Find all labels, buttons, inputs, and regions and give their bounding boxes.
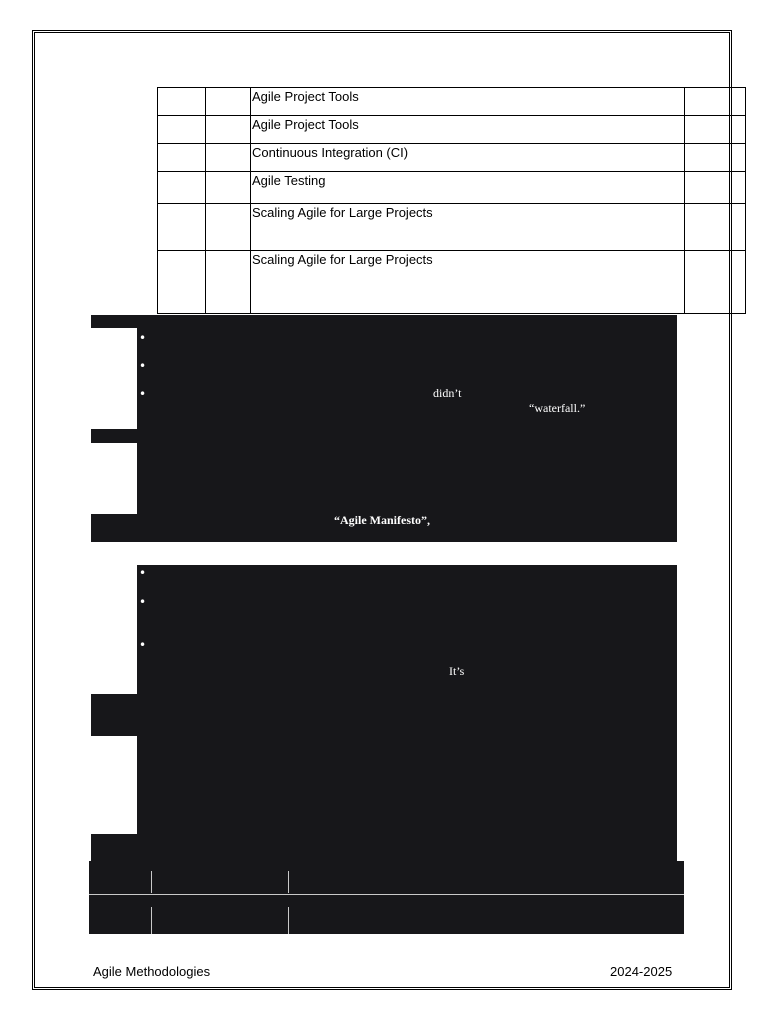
toc-cell-number <box>158 172 206 204</box>
toc-row <box>158 204 746 251</box>
toc-cell-number <box>158 88 206 116</box>
toc-cell-title: Agile Project Tools <box>251 116 685 144</box>
toc-cell-index <box>206 88 251 116</box>
toc-cell-page <box>685 204 746 251</box>
bullet-icon: • <box>139 595 147 609</box>
toc-table <box>157 87 746 314</box>
toc-cell-title: Scaling Agile for Large Projects <box>251 204 685 251</box>
bullet-icon: • <box>139 331 147 345</box>
toc-row <box>158 172 746 204</box>
toc-cell-title: Agile Testing <box>251 172 685 204</box>
toc-cell-title: Scaling Agile for Large Projects <box>251 251 685 314</box>
text-fragment-waterfall: “waterfall.” <box>529 401 586 415</box>
toc-cell-number <box>158 204 206 251</box>
text-fragment-its: It’s <box>449 664 465 678</box>
toc-cell-index <box>206 204 251 251</box>
toc-row <box>158 144 746 172</box>
toc-cell-page <box>685 116 746 144</box>
bullet-icon: • <box>139 387 147 401</box>
toc-cell-index <box>206 251 251 314</box>
toc-row <box>158 251 746 314</box>
toc-cell-number <box>158 144 206 172</box>
toc-cell-index <box>206 116 251 144</box>
bullet-icon: • <box>139 638 147 652</box>
text-fragment-didnt: didn’t <box>433 386 462 400</box>
toc-cell-title: Agile Project Tools <box>251 88 685 116</box>
toc-cell-index <box>206 172 251 204</box>
toc-cell-number <box>158 251 206 314</box>
bullet-icon: • <box>139 566 147 580</box>
toc-cell-page <box>685 251 746 314</box>
toc-cell-number <box>158 116 206 144</box>
bullet-icon: • <box>139 359 147 373</box>
footer-title: Agile Methodologies <box>93 964 211 979</box>
toc-cell-title: Continuous Integration (CI) <box>251 144 685 172</box>
toc-cell-page <box>685 172 746 204</box>
toc-row <box>158 88 746 116</box>
text-fragment-agile-manifesto: “Agile Manifesto”, <box>334 513 430 527</box>
toc-cell-page <box>685 88 746 116</box>
toc-cell-index <box>206 144 251 172</box>
footer-year: 2024-2025 <box>610 964 673 979</box>
toc-row <box>158 116 746 144</box>
toc-cell-page <box>685 144 746 172</box>
